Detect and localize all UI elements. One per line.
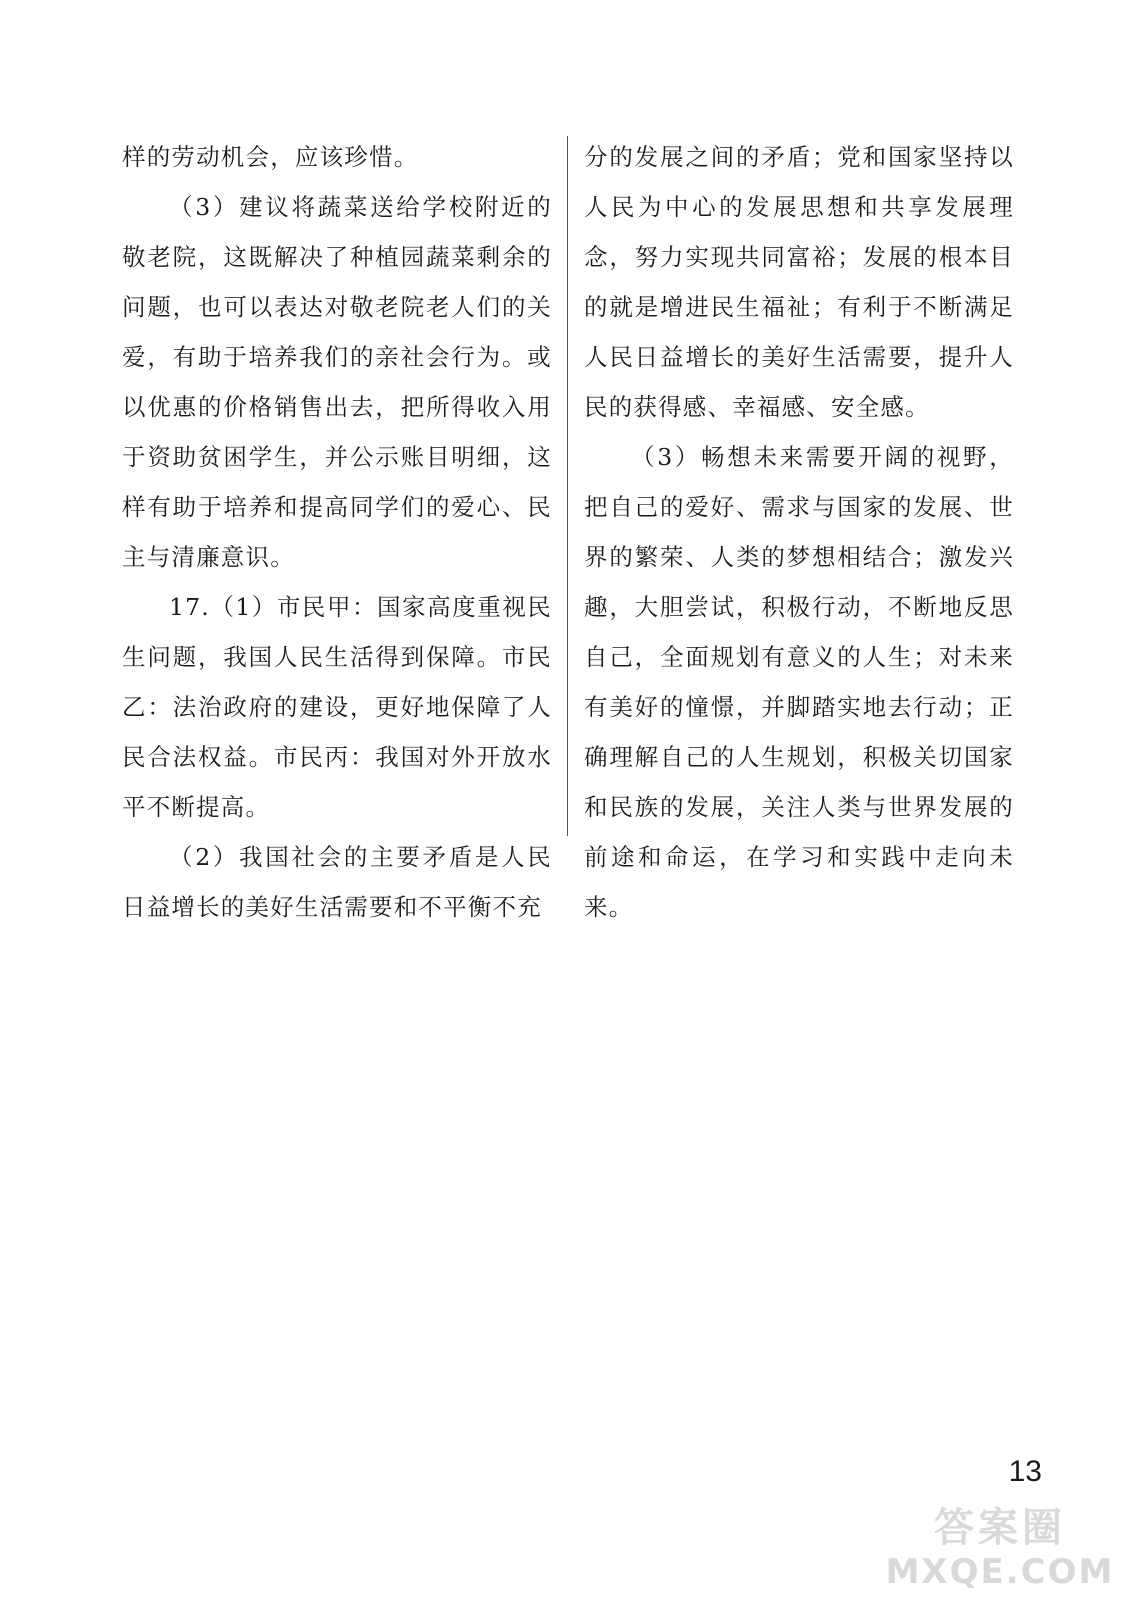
left-column (122, 132, 552, 932)
column-divider (567, 136, 568, 836)
left-paragraph-1: 样的劳动机会，应该珍惜。 (122, 143, 419, 171)
left-paragraph-3: 17.（1）市民甲：国家高度重视民生问题，我国人民生活得到保障。市民乙：法治政府的建设，更好地保障了人民合法权益。市民丙：我国对外开放水平不断提高。 (122, 593, 552, 821)
left-paragraph-2: （3）建议将蔬菜送给学校附近的敬老院，这既解决了种植园蔬菜剩余的问题，也可以表达对敬老院老人们的关爱，有助于培养我们的亲社会行为。或以优惠的价格销售出去，把所得收入用于资助贫困学生，并公示账目明细，这样有助于培养和提高同学们的爱心、民主与清廉意识。 (122, 193, 552, 571)
right-column (584, 132, 1014, 932)
watermark-top-text: 答案圈 (934, 1505, 1066, 1551)
page-number: 13 (1008, 1455, 1042, 1488)
right-paragraph-1: 分的发展之间的矛盾；党和国家坚持以人民为中心的发展思想和共享发展理念，努力实现共同富裕；发展的根本目的就是增进民生福祉；有利于不断满足人民日益增长的美好生活需要，提升人民的获得感、幸福感、安全感。 (584, 143, 1014, 421)
watermark-logo (880, 1497, 1120, 1592)
right-paragraph-2: （3）畅想未来需要开阔的视野，把自己的爱好、需求与国家的发展、世界的繁荣、人类的梦想相结合；激发兴趣，大胆尝试，积极行动，不断地反思自己，全面规划有意义的人生；对未来有美好的憧憬，并脚踏实地去行动；正确理解自己的人生规划，积极关切国家和民族的发展，关注人类与世界发展的前途和命运，在学习和实践中走向未来。 (584, 443, 1014, 921)
watermark-bottom-text: MXQE.COM (885, 1552, 1115, 1592)
left-paragraph-4: （2）我国社会的主要矛盾是人民日益增长的美好生活需要和不平衡不充 (122, 843, 552, 921)
